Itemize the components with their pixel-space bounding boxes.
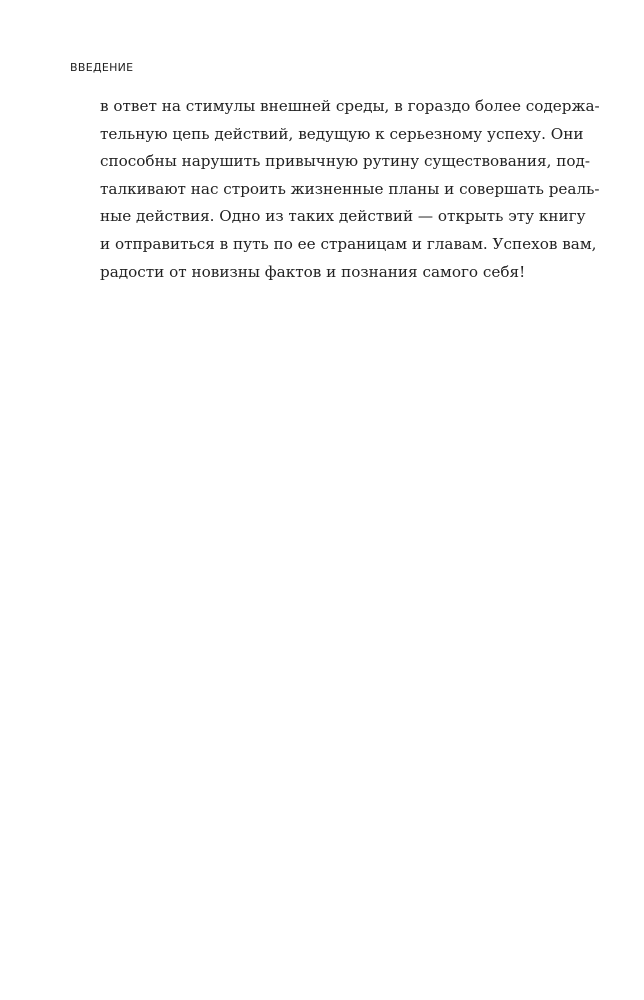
text-line: в ответ на стимулы внешней среды, в гораздо более содержа- <box>100 97 600 115</box>
text-line: способны нарушить привычную рутину существования, под- <box>100 152 590 171</box>
text-line: и отправиться в путь по ее страницам и главам. Успехов вам, <box>100 234 597 253</box>
text-line: тельную цепь действий, ведущую к серьезному успеху. Они <box>100 124 584 143</box>
text-line: талкивают нас строить жизненные планы и совершать реаль- <box>100 179 600 198</box>
text-line: радости от новизны фактов и познания самого себя! <box>100 262 526 281</box>
running-header: ВВЕДЕНИЕ <box>70 61 134 74</box>
text-line: ные действия. Одно из таких действий — открыть эту книгу <box>100 207 586 226</box>
body-paragraph <box>100 93 600 286</box>
